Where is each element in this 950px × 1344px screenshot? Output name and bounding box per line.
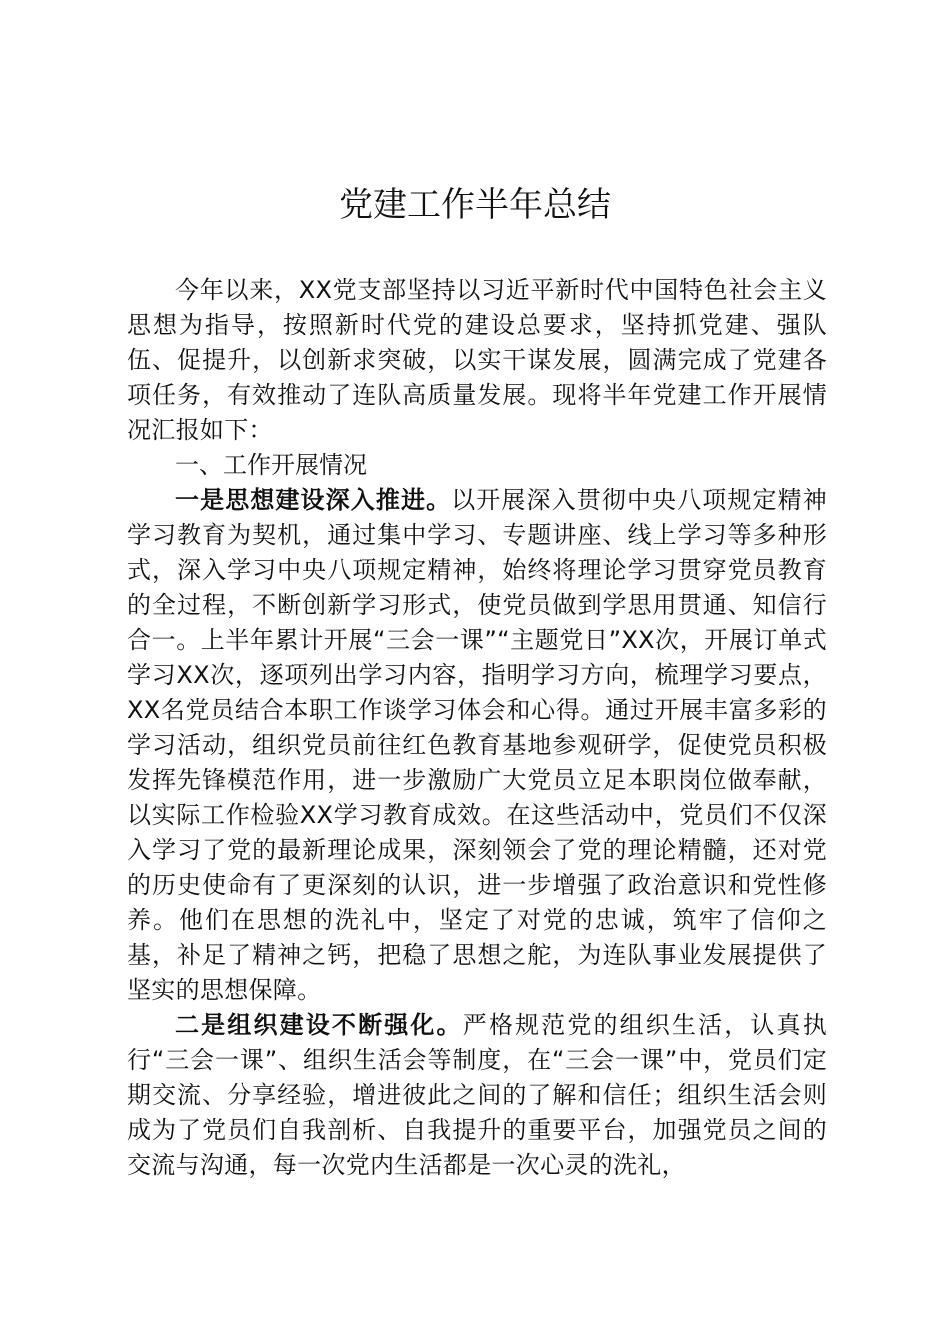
point-two-text: 严格规范党的组织生活，认真执行“三会一课”、组织生活会等制度，在“三会一课”中，党员们定期交流、分享经验，增进彼此之间的了解和信任；组织生活会则成为了党员们自我剖析、自我提升的重要平台，加强党员之间的交流与沟通，每一次党内生活都是一次心灵的洗礼， [127,1011,827,1179]
section-heading: 一、工作开展情况 [175,451,367,479]
intro-paragraph: 今年以来，XX党支部坚持以习近平新时代中国特色社会主义思想为指导，按照新时代党的建设总要求，坚持抓党建、强队伍、促提升，以创新求突破，以实干谋发展，圆满完成了党建各项任务，有效推动了连队高质量发展。现将半年党建工作开展情况汇报如下： [127,276,827,444]
point-two-paragraph [127,1008,827,1183]
point-two-lead: 二是组织建设不断强化。 [175,1011,463,1039]
point-one-text: 以开展深入贯彻中央八项规定精神学习教育为契机，通过集中学习、专题讲座、线上学习等多种形式，深入学习中央八项规定精神，始终将理论学习贯穿党员教育的全过程，不断创新学习形式，使党员做到学思用贯通、知信行合一。上半年累计开展“三会一课”“主题党日”XX次，开展订单式学习XX次，逐项列出学习内容，指明学习方向，梳理学习要点，XX名党员结合本职工作谈学习体会和心得。通过开展丰富多彩的学习活动，组织党员前往红色教育基地参观研学，促使党员积极发挥先锋模范作用，进一步激励广大党员立足本职岗位做奉献，以实际工作检验XX学习教育成效。在这些活动中，党员们不仅深入学习了党的最新理论成果，深刻领会了党的理论精髓，还对党的历史使命有了更深刻的认识，进一步增强了政治意识和党性修养。他们在思想的洗礼中，坚定了对党的忠诚，筑牢了信仰之基，补足了精神之钙，把稳了思想之舵，为连队事业发展提供了坚实的思想保障。 [127,486,827,1004]
point-one-lead: 一是思想建设深入推进。 [175,486,452,514]
document-title: 党建工作半年总结 [339,185,611,225]
point-one-paragraph [127,483,827,1008]
document-body [127,273,827,1183]
